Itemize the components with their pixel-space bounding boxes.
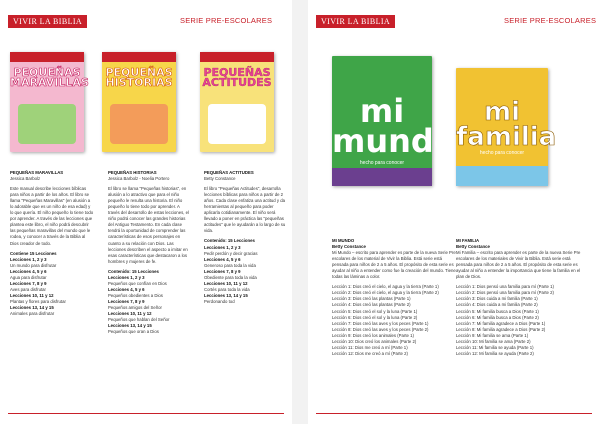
lesson-text: Pequeños amigos del Señor — [108, 304, 162, 310]
book-summary: El libro "Pequeñas Actitudes", desarrolla lecciones bíblicas para niños a partir de 2 años. Cada clase enfatiza una actitud y da herramientas al pequeño para poder aplicarla cotidianamente. El niño será llevado a poner en práctica las "pequeñas actitudes" que le ayudarán a lo largo de su vida. — [204, 186, 286, 234]
list-item: Lección 3: Dios creó las plantas (Parte 1) — [332, 296, 411, 302]
lesson-label: Lecciones 13, 14 y 15 — [108, 323, 152, 329]
lesson-text: Cortés para toda la vida — [204, 286, 250, 292]
series-label: SERIE PRE-ESCOLARES — [180, 16, 273, 25]
lesson-text: Pequeños que hablan del Señor — [108, 317, 170, 323]
book-description-mi-mundo — [332, 238, 458, 357]
lesson-label: Lecciones 10, 11 y 12 — [108, 311, 152, 317]
lesson-list — [332, 284, 458, 357]
footer-rule — [8, 413, 284, 415]
book-author: Jessica Barbolz — [10, 176, 41, 182]
book-cover-mi-familia — [456, 68, 557, 186]
contents-heading: Contenido: 15 Lecciones — [108, 268, 159, 274]
left-page — [0, 0, 292, 424]
lesson-label: Lecciones 7, 8 y 9 — [108, 298, 145, 304]
footer-rule — [316, 413, 592, 415]
lesson-text: Perdonando tod — [204, 298, 235, 304]
lesson-list — [204, 238, 288, 305]
cover-illustration — [456, 166, 548, 186]
book-description-actitudes — [204, 170, 288, 309]
lesson-text: Generoso para toda la vida — [204, 262, 256, 268]
cover-subtitle: hecho para conocer — [479, 150, 525, 156]
lesson-label: Lecciones 4, 5 y 6 — [204, 256, 241, 262]
cover-sash — [10, 52, 84, 62]
lesson-list — [456, 284, 586, 357]
lesson-text: Aves para disfrutar — [10, 286, 46, 292]
lesson-text: Pedir perdón y decir gracias — [204, 250, 258, 256]
list-item: Lección 8: Dios creó las aves y los peces (Parte 2) — [332, 326, 429, 332]
contents-heading: Contenido: 15 Lecciones — [204, 238, 255, 244]
list-item: Lección 4: Dios cuida a mi familia (Parte 2) — [456, 302, 538, 308]
book-title: PEQUEÑAS HISTORIAS — [108, 170, 157, 175]
list-item: Lección 6: Mi familia busca a Dios (Parte 2) — [456, 314, 539, 320]
lesson-label: Lecciones 7, 8 y 9 — [10, 280, 47, 286]
list-item: Lección 7: Dios creó las aves y los peces (Parte 1) — [332, 320, 429, 326]
book-description-historias — [108, 170, 192, 339]
lesson-label: Lecciones 7, 8 y 9 — [204, 268, 241, 274]
book-cover-pequenas-historias — [102, 52, 176, 152]
brand-label: VIVIR LA BIBLIA — [8, 15, 87, 28]
cover-illustration — [208, 104, 266, 144]
list-item: Lección 5: Dios creó el sol y la luna (Parte 1) — [332, 308, 418, 314]
cover-illustration — [18, 104, 76, 144]
cover-title: PEQUEÑAS ACTITUDES — [202, 66, 272, 90]
cover-illustration — [110, 104, 168, 144]
lesson-label: Lecciones 4, 5 y 6 — [10, 268, 47, 274]
lesson-text: Pequeños obedientes a Dios — [108, 292, 163, 298]
lesson-label: Lecciones 10, 11 y 12 — [10, 292, 54, 298]
list-item: Lección 8: Mi familia agradece a Dios (Parte 2) — [456, 326, 546, 332]
lesson-text: Un mundo para disfrutar — [10, 262, 57, 268]
book-cover-pequenas-actitudes — [200, 52, 274, 152]
lesson-label: Lecciones 13, 14 y 15 — [204, 292, 248, 298]
cover-title: mi mundo — [332, 92, 456, 161]
book-author: Betty Constance — [456, 244, 490, 250]
book-title: MI MUNDO — [332, 238, 355, 243]
list-item: Lección 1: Dios creó el cielo, el agua y la tierra (Parte 1) — [332, 284, 439, 290]
lesson-list — [108, 269, 192, 336]
book-title: MI FAMILIA — [456, 238, 480, 243]
lesson-label: Lecciones 1, 2 y 3 — [204, 244, 241, 250]
book-description-maravillas — [10, 170, 94, 321]
cover-title: PEQUEÑAS HISTORIAS — [105, 66, 173, 90]
lesson-list — [10, 251, 94, 318]
lesson-label: Lecciones 1, 2 y 3 — [108, 274, 145, 280]
book-author: Betty Constance — [332, 244, 366, 250]
list-item: Lección 1: Dios pensó una familia para mí (Parte 1) — [456, 284, 554, 290]
list-item: Lección 4: Dios creó las plantas (Parte 2) — [332, 302, 411, 308]
brand-label: VIVIR LA BIBLIA — [316, 15, 395, 28]
lesson-label: Lecciones 1, 2 y 3 — [10, 256, 47, 262]
lesson-label: Lecciones 4, 5 y 6 — [108, 286, 145, 292]
lesson-label: Lecciones 13, 14 y 15 — [10, 304, 54, 310]
list-item: Lección 12: Dios me creó a mí (Parte 2) — [332, 350, 408, 356]
lesson-text: Obediente para toda la vida — [204, 274, 257, 280]
list-item: Lección 3: Dios cuida a mi familia (Parte 1) — [456, 296, 538, 302]
cover-subtitle: hecho para conocer — [359, 160, 405, 166]
book-author: Betty Constance — [204, 176, 236, 182]
series-label: SERIE PRE-ESCOLARES — [504, 16, 597, 25]
book-cover-pequenas-maravillas — [10, 52, 89, 152]
cover-title: PEQUEÑAS MARAVILLAS — [10, 66, 89, 90]
right-page — [308, 0, 600, 424]
contents-heading: Contiene 15 Lecciones — [10, 250, 57, 256]
book-description-mi-familia — [456, 238, 586, 357]
book-title: PEQUEÑAS MARAVILLAS — [10, 170, 64, 175]
list-item: Lección 2: Dios pensó una familia para mí (Parte 2) — [456, 290, 554, 296]
cover-sash — [102, 52, 176, 62]
book-title: PEQUEÑAS ACTITUDES — [204, 170, 254, 175]
lesson-text: Pequeños que oran a Dios — [108, 329, 159, 335]
page-gutter — [292, 0, 308, 424]
list-item: Lección 2: Dios creó el cielo, el agua y la tierra (Parte 2) — [332, 290, 439, 296]
list-item: Lección 5: Mi familia busca a Dios (Parte 1) — [456, 308, 539, 314]
lesson-text: Plantas y flores para disfrutar — [10, 298, 66, 304]
list-item: Lección 10: Dios creó los animales (Parte 2) — [332, 338, 417, 344]
list-item: Lección 11: Mi familia se ayuda (Parte 1) — [456, 344, 534, 350]
book-summary: Este manual describe lecciones bíblicas para niños a partir de los años. El libro se llama "Pequeñas Maravillas" (en alusión a lo adorable que es un niño de esa edad) y lo que quería. El niño pequeño lo tiene todo por aprender. A través de las lecciones que plantea este libro, el niño podrá descubrir las pequeñas maravillas del mundo que le rodea, y conocer a través de la Biblia al Dios creador de todo. — [10, 186, 94, 246]
list-item: Lección 7: Mi familia agradece a Dios (Parte 1) — [456, 320, 546, 326]
book-summary: Mi Familia – escrito para aprender es parte de la nueva Serie Pre escolares de los materiales de Vivir la Biblia. Está serie está pensada para niños de 2 a 5 años. El propósito de esta serie es ayudar al niño a entender la importancia que tiene la familia en el plan de Dios. — [456, 250, 581, 280]
list-item: Lección 9: Mi familia se ama (Parte 1) — [456, 332, 529, 338]
cover-title: mi familia — [456, 97, 557, 152]
lesson-text: Animales para disfrutar — [10, 311, 55, 317]
cover-sash — [200, 52, 274, 62]
lesson-text: Pequeños que confían en Dios — [108, 280, 167, 286]
list-item: Lección 9: Dios creó los animales (Parte 1) — [332, 332, 414, 338]
book-summary: El libro se llama "Pequeñas historias", en alusión a lo atractivo que para el niño pequeño le resulta una historia. El niño pequeño lo tiene todo por aprender. A través del desarrollo de estas lecciones, el niño podrá conocer las grandes historias del Antiguo Testamento. En cada clase tendrá la oportunidad de comprender las características de esos personajes en cuanto a su relación con Dios. Las lecciones describen el aspecto a imitar en esas características que destacaron a los hombres y mujeres de fe. — [108, 186, 189, 264]
book-author: Jessica Barbolz - Noelia Portero — [108, 176, 170, 182]
lesson-text: Agua para disfrutar — [10, 274, 47, 280]
cover-illustration — [332, 168, 432, 186]
list-item: Lección 12: Mi familia se ayuda (Parte 2) — [456, 350, 534, 356]
list-item: Lección 11: Dios me creó a mí (Parte 1) — [332, 344, 408, 350]
lesson-label: Lecciones 10, 11 y 12 — [204, 280, 248, 286]
list-item: Lección 6: Dios creó el sol y la luna (Parte 2) — [332, 314, 418, 320]
list-item: Lección 10: Mi familia se ama (Parte 2) — [456, 338, 531, 344]
book-cover-mi-mundo — [332, 56, 456, 186]
book-summary: Mi Mundo – escrito para aprender es parte de la nueva Serie Pre escolares de los material de Vivir la Biblia. Está serie está pensada para niños de 2 a 5 años. El propósito de esta serie es ayudar al niño a entender como fue la creación del mundo. Tiene todas las láminas a color. — [332, 250, 456, 280]
